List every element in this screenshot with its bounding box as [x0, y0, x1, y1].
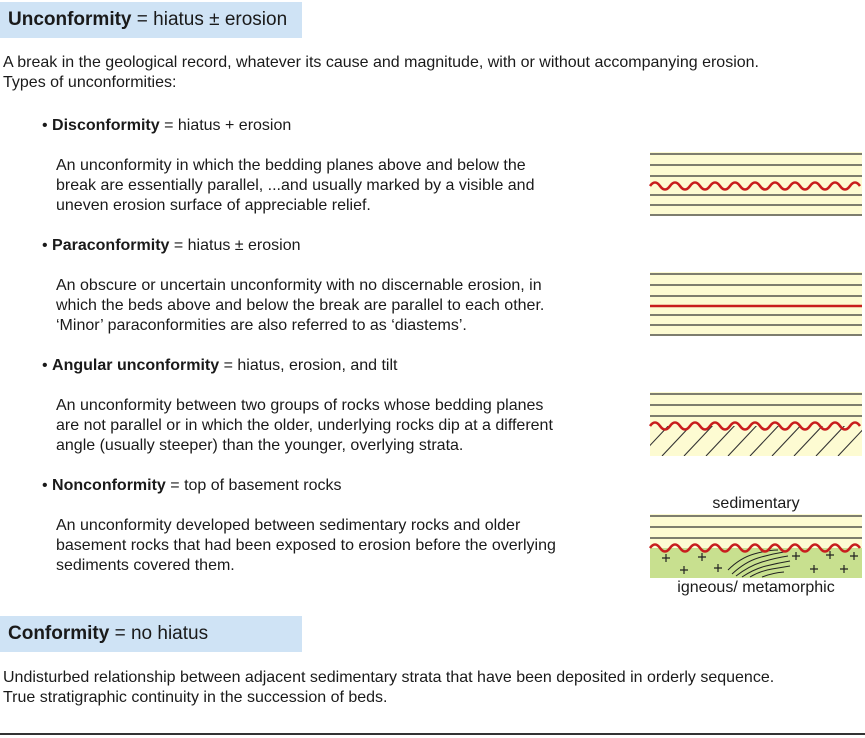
unconformity-types-intro: Types of unconformities: — [3, 74, 177, 91]
conformity-header — [0, 616, 302, 652]
description-line: ‘Minor’ paraconformities are also referred to as ‘diastems’. — [56, 317, 467, 334]
description-line: angle (usually steeper) than the younger, overlying strata. — [56, 437, 464, 454]
conformity-term: Conformity — [8, 623, 110, 644]
paraconformity-diagram — [650, 272, 862, 336]
disconformity-title — [42, 116, 291, 136]
nonconformity-definition: = top of basement rocks — [165, 477, 342, 494]
paraconformity-term: Paraconformity — [52, 237, 170, 254]
bullet: • — [42, 237, 53, 254]
description-line: An unconformity between two groups of rocks whose bedding planes — [56, 397, 544, 414]
unconformity-description — [3, 53, 759, 93]
nonconformity-description — [56, 516, 631, 576]
angular-unconformity-description — [56, 396, 631, 456]
paraconformity-title — [42, 236, 301, 256]
igneous-metamorphic-label: igneous/ metamorphic — [677, 579, 835, 596]
conformity-description-line: Undisturbed relationship between adjacent sedimentary strata that have been deposited in orderly sequence. — [3, 669, 775, 686]
description-line: which the beds above and below the break are parallel to each other. — [56, 297, 545, 314]
paraconformity-description — [56, 276, 631, 336]
unconformity-header — [0, 2, 302, 38]
disconformity-term: Disconformity — [52, 117, 160, 134]
angular-unconformity-term: Angular unconformity — [52, 357, 220, 374]
description-line: basement rocks that had been exposed to erosion before the overlying — [56, 537, 556, 554]
description-line: break are essentially parallel, ...and usually marked by a visible and — [56, 177, 535, 194]
disconformity-diagram — [650, 152, 862, 216]
disconformity-description — [56, 156, 631, 216]
bullet: • — [42, 357, 53, 374]
paraconformity-definition: = hiatus ± erosion — [169, 237, 301, 254]
bullet: • — [42, 117, 53, 134]
sedimentary-label: sedimentary — [712, 495, 800, 512]
description-line: uneven erosion surface of appreciable relief. — [56, 197, 371, 214]
conformity-description-line: True stratigraphic continuity in the succession of beds. — [3, 689, 388, 706]
nonconformity-title — [42, 476, 341, 496]
nonconformity-diagram — [650, 514, 862, 578]
angular-unconformity-diagram — [650, 392, 862, 456]
conformity-description — [3, 668, 774, 708]
bottom-divider — [0, 733, 865, 735]
description-line: are not parallel or in which the older, underlying rocks dip at a different — [56, 417, 553, 434]
description-line: sediments covered them. — [56, 557, 235, 574]
description-line: An unconformity developed between sedimentary rocks and older — [56, 517, 521, 534]
nonconformity-term: Nonconformity — [52, 477, 166, 494]
conformity-definition: = no hiatus — [109, 623, 209, 644]
description-line: An unconformity in which the bedding planes above and below the — [56, 157, 526, 174]
angular-unconformity-title — [42, 356, 397, 376]
description-line: An obscure or uncertain unconformity with no discernable erosion, in — [56, 277, 542, 294]
angular-unconformity-definition: = hiatus, erosion, and tilt — [219, 357, 398, 374]
unconformity-definition: = hiatus ± erosion — [131, 9, 288, 30]
unconformity-term: Unconformity — [8, 9, 132, 30]
disconformity-definition: = hiatus + erosion — [159, 117, 292, 134]
bullet: • — [42, 477, 53, 494]
unconformity-description-line: A break in the geological record, whatever its cause and magnitude, with or without accompanying erosion. — [3, 54, 759, 71]
